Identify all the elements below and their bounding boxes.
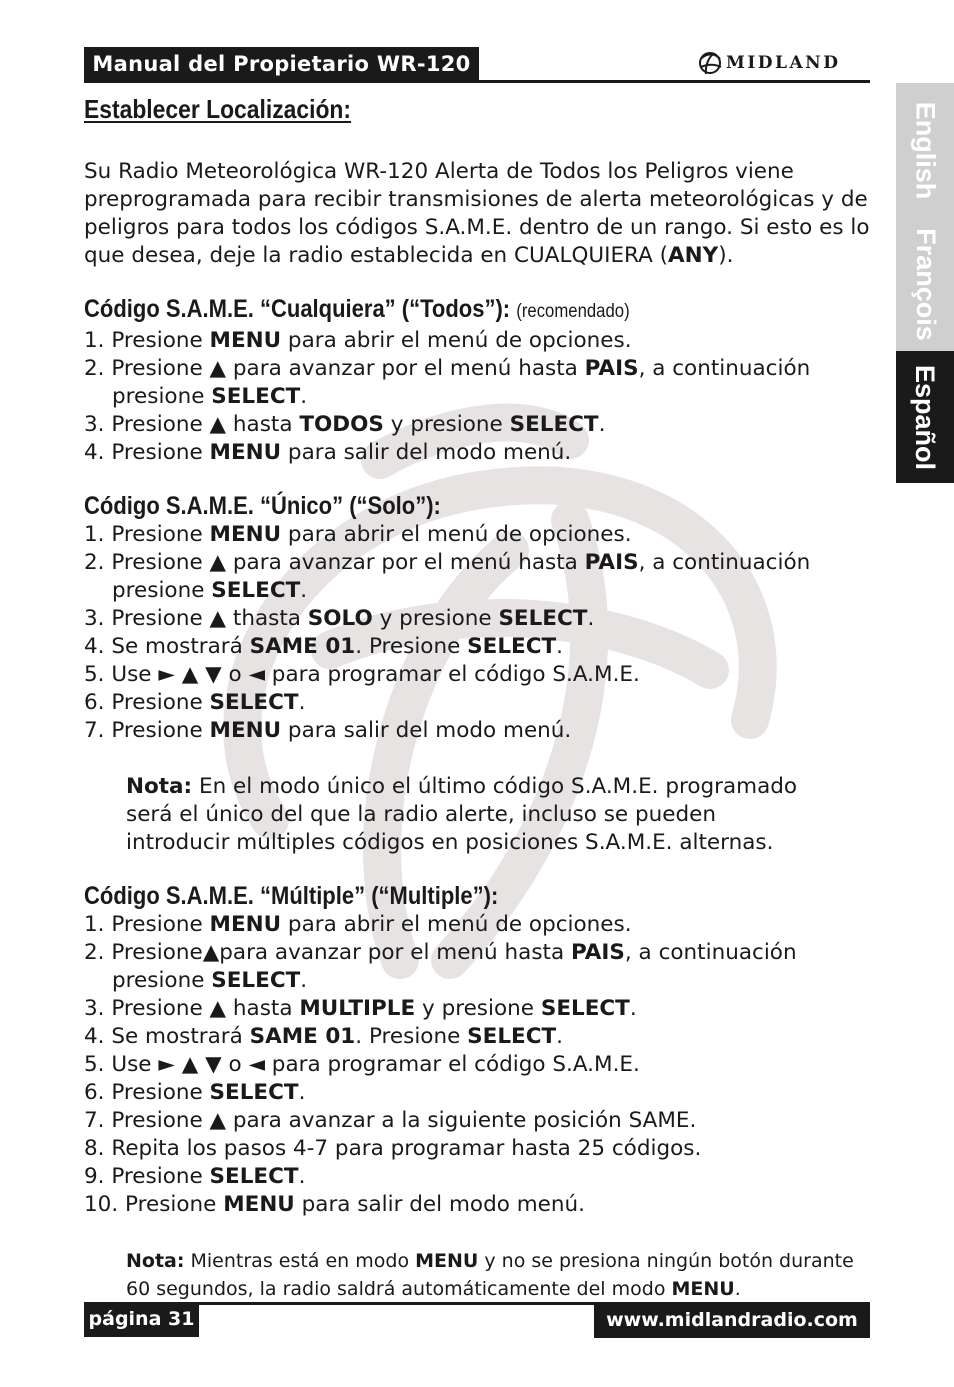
list-item: 4. Se mostrará SAME 01. Presione SELECT. — [84, 634, 564, 659]
intro-paragraph: Su Radio Meteorológica WR-120 Alerta de Todos los Peligros viene preprogramada para recibir transmisiones de alerta meteorológicas y de peligros para todos los códigos S.A.M.E. dentro de un rango. Si esto es lo que desea, deje la radio establecida en CUALQUIERA (ANY). — [84, 159, 870, 268]
list-item: 3. Presione ▲ hasta TODOS y presione SELECT. — [84, 412, 606, 437]
list-item: 1. Presione MENU para abrir el menú de opciones. — [84, 328, 632, 353]
section-multiple — [84, 881, 874, 1303]
steps-list — [84, 911, 874, 1219]
list-item: 7. Presione MENU para salir del modo menú. — [84, 718, 572, 743]
tab-francois[interactable]: François — [896, 217, 954, 351]
list-item: 6. Presione SELECT. — [84, 690, 306, 715]
tab-english[interactable]: English — [896, 83, 954, 217]
section-title: Establecer Localización: — [84, 94, 352, 124]
website-link[interactable]: www.midlandradio.com — [594, 1302, 870, 1338]
globe-icon — [697, 49, 723, 77]
list-item: 3. Presione ▲ thasta SOLO y presione SELECT. — [84, 606, 595, 631]
midland-logo — [697, 46, 840, 80]
list-item: 4. Se mostrará SAME 01. Presione SELECT. — [84, 1024, 564, 1049]
list-item: 10. Presione MENU para salir del modo menú. — [84, 1192, 585, 1217]
list-item: 2. Presione▲para avanzar por el menú hasta PAIS, a continuación presione SELECT. — [84, 940, 797, 993]
list-item: 7. Presione ▲ para avanzar a la siguiente posición SAME. — [84, 1108, 697, 1133]
list-item: 1. Presione MENU para abrir el menú de opciones. — [84, 522, 632, 547]
section-heading: Código S.A.M.E. “Cualquiera” (“Todos”): (recomendado) — [84, 295, 630, 323]
list-item: 5. Use ► ▲ ▼ o ◄ para programar el código S.A.M.E. — [84, 1052, 640, 1077]
page-number: página 31 — [84, 1302, 199, 1337]
section-any — [84, 294, 874, 467]
list-item: 4. Presione MENU para salir del modo menú. — [84, 440, 572, 465]
heading-note: (recomendado) — [516, 301, 630, 322]
brand-name: MIDLAND — [726, 53, 841, 73]
tab-espanol[interactable]: Español — [896, 351, 954, 483]
list-item: 6. Presione SELECT. — [84, 1080, 306, 1105]
steps-list — [84, 521, 874, 745]
header-rule — [84, 80, 870, 83]
list-item: 8. Repita los pasos 4-7 para programar hasta 25 códigos. — [84, 1136, 702, 1161]
steps-list — [84, 327, 874, 467]
section-single — [84, 491, 874, 857]
note-single: Nota: En el modo único el último código S.A.M.E. programado será el único del que la radio alerte, incluso se pueden introducir múltiples códigos en posiciones S.A.M.E. alternas. — [126, 774, 798, 855]
list-item: 2. Presione ▲ para avanzar por el menú hasta PAIS, a continuación presione SELECT. — [84, 356, 811, 409]
list-item: 9. Presione SELECT. — [84, 1164, 306, 1189]
list-item: 1. Presione MENU para abrir el menú de opciones. — [84, 912, 632, 937]
language-tabs — [896, 83, 954, 483]
list-item: 2. Presione ▲ para avanzar por el menú hasta PAIS, a continuación presione SELECT. — [84, 550, 811, 603]
list-item: 3. Presione ▲ hasta MULTIPLE y presione SELECT. — [84, 996, 637, 1021]
note-multiple: Nota: Mientras está en modo MENU y no se presiona ningún botón durante 60 segundos, la radio saldrá automáticamente del modo MENU. — [126, 1250, 854, 1300]
page-content — [84, 92, 874, 1303]
section-heading: Código S.A.M.E. “Múltiple” (“Multiple”): — [84, 882, 499, 910]
manual-title-banner: Manual del Propietario WR-120 — [84, 47, 479, 82]
list-item: 5. Use ► ▲ ▼ o ◄ para programar el código S.A.M.E. — [84, 662, 640, 687]
section-heading: Código S.A.M.E. “Único” (“Solo”): — [84, 492, 441, 520]
